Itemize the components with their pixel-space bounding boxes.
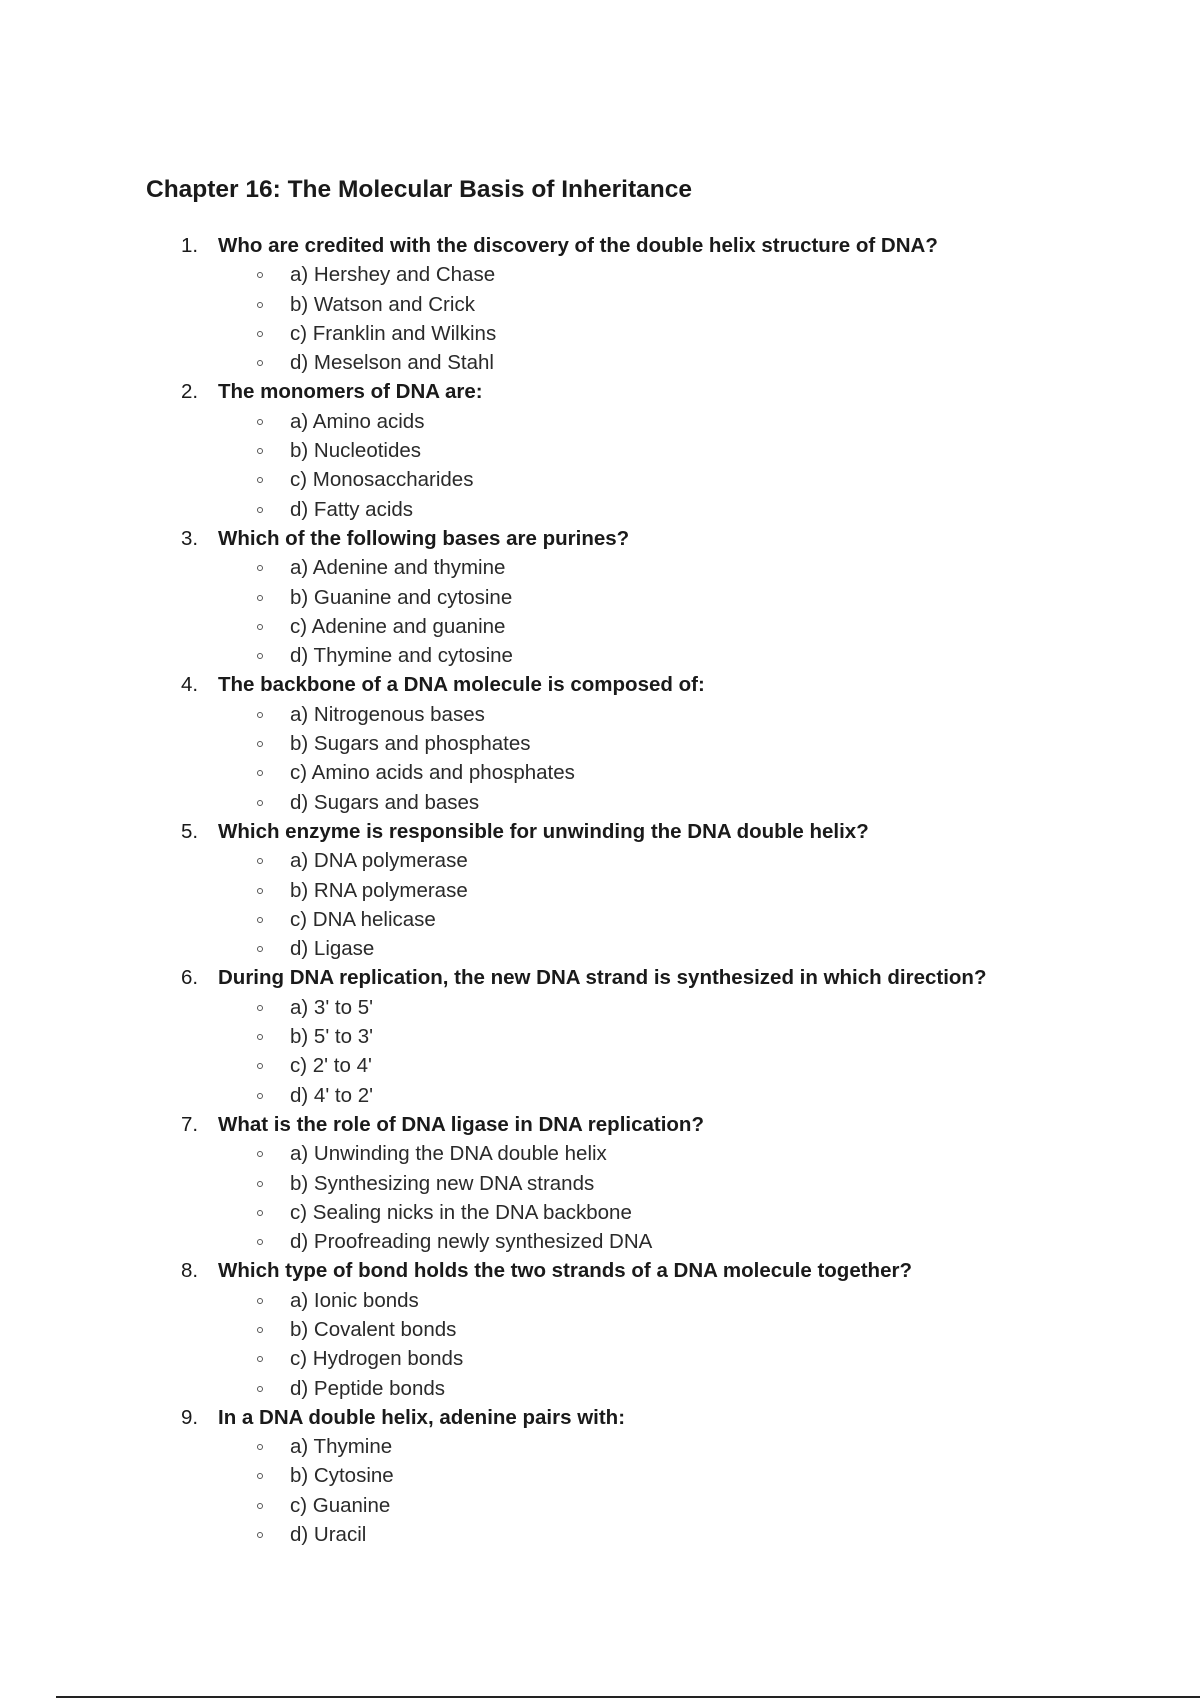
hollow-bullet-icon: [257, 302, 263, 308]
question-item: [0, 963, 1200, 1109]
option-item: [0, 1227, 1200, 1256]
question-number: 8.: [181, 1259, 199, 1283]
question-item: [0, 1403, 1200, 1549]
hollow-bullet-icon: [257, 595, 263, 601]
hollow-bullet-icon: [257, 448, 263, 454]
option-list: [0, 1432, 1200, 1549]
question-item: [0, 1110, 1200, 1256]
hollow-bullet-icon: [257, 1034, 263, 1040]
option-item: [0, 934, 1200, 963]
question-item: [0, 377, 1200, 523]
option-item: [0, 348, 1200, 377]
option-item: [0, 1461, 1200, 1490]
hollow-bullet-icon: [257, 624, 263, 630]
option-item: [0, 436, 1200, 465]
option-list: [0, 700, 1200, 817]
option-text: a) Hershey and Chase: [290, 263, 496, 287]
option-item: [0, 1344, 1200, 1373]
option-text: c) Hydrogen bonds: [290, 1347, 464, 1371]
option-text: d) Meselson and Stahl: [290, 351, 494, 375]
option-list: [0, 1139, 1200, 1256]
question-number: 1.: [181, 234, 199, 257]
option-item: [0, 1022, 1200, 1051]
option-text: c) 2' to 4': [290, 1054, 372, 1078]
option-item: [0, 788, 1200, 817]
option-list: [0, 1286, 1200, 1403]
option-text: a) Adenine and thymine: [290, 556, 506, 580]
question-item: [0, 524, 1200, 670]
option-item: [0, 319, 1200, 348]
question-text: The monomers of DNA are:: [218, 380, 483, 404]
hollow-bullet-icon: [257, 800, 263, 806]
option-item: [0, 1081, 1200, 1110]
question-number: 2.: [181, 380, 199, 404]
question-text: Which enzyme is responsible for unwinding the DNA double helix?: [218, 819, 869, 843]
hollow-bullet-icon: [257, 360, 263, 366]
option-text: c) Franklin and Wilkins: [290, 321, 497, 345]
hollow-bullet-icon: [257, 946, 263, 952]
option-item: [0, 876, 1200, 905]
question-row: [0, 524, 1200, 553]
option-item: [0, 1491, 1200, 1520]
question-row: [0, 1110, 1200, 1139]
option-text: b) RNA polymerase: [290, 878, 468, 902]
option-item: [0, 846, 1200, 875]
hollow-bullet-icon: [257, 565, 263, 571]
option-text: a) DNA polymerase: [290, 849, 468, 873]
hollow-bullet-icon: [257, 1532, 263, 1538]
option-text: b) Covalent bonds: [290, 1317, 457, 1341]
hollow-bullet-icon: [257, 770, 263, 776]
option-list: [0, 260, 1200, 377]
hollow-bullet-icon: [257, 1386, 263, 1392]
option-text: d) Peptide bonds: [290, 1376, 446, 1400]
option-text: b) Synthesizing new DNA strands: [290, 1171, 595, 1195]
question-row: [0, 817, 1200, 846]
option-text: d) Fatty acids: [290, 497, 414, 521]
hollow-bullet-icon: [257, 272, 263, 278]
hollow-bullet-icon: [257, 1473, 263, 1479]
option-text: b) Nucleotides: [290, 439, 422, 463]
question-text: In a DNA double helix, adenine pairs with:: [218, 1405, 626, 1429]
option-item: [0, 1051, 1200, 1080]
option-text: d) Thymine and cytosine: [290, 644, 513, 668]
question-text: During DNA replication, the new DNA strand is synthesized in which direction?: [218, 966, 987, 990]
hollow-bullet-icon: [257, 741, 263, 747]
option-list: [0, 993, 1200, 1110]
hollow-bullet-icon: [257, 1239, 263, 1245]
hollow-bullet-icon: [257, 1444, 263, 1450]
option-list: [0, 846, 1200, 963]
hollow-bullet-icon: [257, 477, 263, 483]
hollow-bullet-icon: [257, 1005, 263, 1011]
option-text: c) DNA helicase: [290, 907, 436, 931]
option-item: [0, 612, 1200, 641]
question-number: 5.: [181, 819, 199, 843]
question-number: 9.: [181, 1405, 199, 1429]
question-text: Which of the following bases are purines?: [218, 526, 630, 550]
option-item: [0, 905, 1200, 934]
option-item: [0, 495, 1200, 524]
option-item: [0, 729, 1200, 758]
option-item: [0, 641, 1200, 670]
question-item: [0, 231, 1200, 377]
question-text: The backbone of a DNA molecule is composed of:: [218, 673, 705, 697]
page-title: Chapter 16: The Molecular Basis of Inheritance: [146, 176, 692, 203]
option-text: c) Sealing nicks in the DNA backbone: [290, 1200, 632, 1224]
option-text: d) Uracil: [290, 1523, 367, 1547]
question-number: 3.: [181, 526, 199, 550]
hollow-bullet-icon: [257, 858, 263, 864]
question-row: [0, 377, 1200, 406]
option-list: [0, 553, 1200, 670]
option-item: [0, 407, 1200, 436]
option-text: a) Thymine: [290, 1435, 393, 1459]
option-text: a) 3' to 5': [290, 995, 374, 1019]
option-text: c) Amino acids and phosphates: [290, 761, 575, 785]
question-text: Which type of bond holds the two strands of a DNA molecule together?: [218, 1259, 912, 1283]
hollow-bullet-icon: [257, 1327, 263, 1333]
question-list: [0, 231, 1200, 1549]
option-item: [0, 1286, 1200, 1315]
option-item: [0, 758, 1200, 787]
option-text: d) Proofreading newly synthesized DNA: [290, 1230, 653, 1254]
option-text: c) Adenine and guanine: [290, 614, 506, 638]
hollow-bullet-icon: [257, 1210, 263, 1216]
option-item: [0, 700, 1200, 729]
option-item: [0, 1432, 1200, 1461]
question-row: [0, 231, 1200, 260]
option-item: [0, 993, 1200, 1022]
option-item: [0, 583, 1200, 612]
question-row: [0, 1403, 1200, 1432]
option-text: d) 4' to 2': [290, 1083, 374, 1107]
option-item: [0, 1169, 1200, 1198]
question-item: [0, 1256, 1200, 1402]
option-item: [0, 553, 1200, 582]
option-text: d) Ligase: [290, 937, 375, 961]
question-text: What is the role of DNA ligase in DNA replication?: [218, 1112, 704, 1136]
option-list: [0, 407, 1200, 524]
option-item: [0, 1315, 1200, 1344]
option-item: [0, 1520, 1200, 1549]
option-text: b) Watson and Crick: [290, 292, 475, 316]
option-item: [0, 290, 1200, 319]
option-text: c) Monosaccharides: [290, 468, 474, 492]
hollow-bullet-icon: [257, 917, 263, 923]
question-text: Who are credited with the discovery of the double helix structure of DNA?: [218, 234, 938, 257]
option-text: b) Guanine and cytosine: [290, 585, 513, 609]
question-row: [0, 670, 1200, 699]
question-item: [0, 670, 1200, 816]
option-item: [0, 1374, 1200, 1403]
option-text: b) Cytosine: [290, 1464, 394, 1488]
question-number: 6.: [181, 966, 199, 990]
hollow-bullet-icon: [257, 1503, 263, 1509]
option-text: b) 5' to 3': [290, 1025, 374, 1049]
question-item: [0, 817, 1200, 963]
hollow-bullet-icon: [257, 331, 263, 337]
option-text: b) Sugars and phosphates: [290, 732, 531, 756]
question-number: 7.: [181, 1112, 199, 1136]
hollow-bullet-icon: [257, 419, 263, 425]
option-item: [0, 465, 1200, 494]
question-row: [0, 1256, 1200, 1285]
option-item: [0, 1198, 1200, 1227]
hollow-bullet-icon: [257, 1151, 263, 1157]
hollow-bullet-icon: [257, 1093, 263, 1099]
option-item: [0, 260, 1200, 289]
hollow-bullet-icon: [257, 1181, 263, 1187]
option-text: a) Nitrogenous bases: [290, 702, 485, 726]
option-text: a) Amino acids: [290, 409, 425, 433]
hollow-bullet-icon: [257, 1298, 263, 1304]
hollow-bullet-icon: [257, 888, 263, 894]
hollow-bullet-icon: [257, 507, 263, 513]
hollow-bullet-icon: [257, 1063, 263, 1069]
option-text: a) Unwinding the DNA double helix: [290, 1142, 607, 1166]
option-text: d) Sugars and bases: [290, 790, 480, 814]
question-row: [0, 963, 1200, 992]
hollow-bullet-icon: [257, 712, 263, 718]
hollow-bullet-icon: [257, 1356, 263, 1362]
page-bottom-divider: [56, 1696, 1200, 1698]
option-text: a) Ionic bonds: [290, 1288, 419, 1312]
option-text: c) Guanine: [290, 1493, 391, 1517]
question-number: 4.: [181, 673, 199, 697]
hollow-bullet-icon: [257, 653, 263, 659]
option-item: [0, 1139, 1200, 1168]
